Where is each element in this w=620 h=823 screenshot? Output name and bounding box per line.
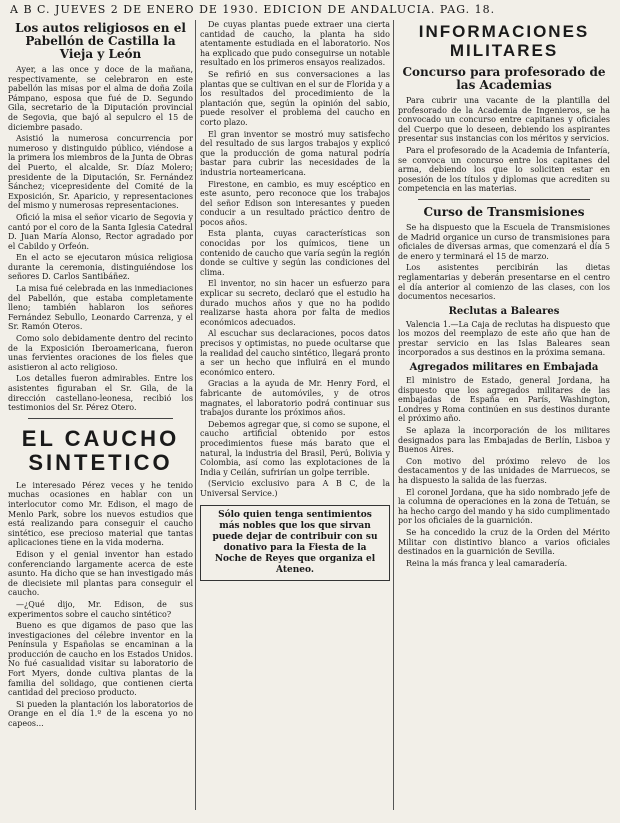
paragraph: Ayer, a las once y doce de la mañana, respectivamente, se celebraron en este pabellón las misas por el alma de doña Zoila Pámpano, esposa que fué de D. Segundo Gila, secretario de la Diputación provincial de Segovia, que bajó al sepulcro el 15 de diciembre pasado. [8, 65, 193, 132]
divider [418, 199, 590, 200]
paragraph: Al escuchar sus declaraciones, pocos datos precisos y optimistas, no puede ocultarse que la realidad del caucho sintético, llegará pronto a ser un hecho que influirá en el mundo económico entero. [200, 329, 390, 377]
paragraph: Esta planta, cuyas características son conocidas por los químicos, tiene un contenido de caucho que varía según la región donde se cultive y según las condiciones del clima. [200, 229, 390, 277]
paragraph: El ministro de Estado, general Jordana, ha dispuesto que los agregados militares de las embajadas de España en París, Washington, Londres y Roma continúen en sus destinos durante el próximo año. [398, 376, 610, 424]
article-title-autos: Los autos religiosos en el Pabellón de Castilla la Vieja y León [15, 21, 186, 61]
section-title-military: INFORMACIONES MILITARES [418, 22, 590, 60]
paragraph: De cuyas plantas puede extraer una cierta cantidad de caucho, la planta ha sido atentamente estudiada en el laboratorio. Nos ha explicado que pudo conseguirse un notable resultado en los primeros ensayos realizados. [200, 20, 390, 68]
article-body-caucho [8, 481, 193, 729]
article-body-caucho-cont [200, 20, 390, 499]
paragraph: La misa fué celebrada en las inmediaciones del Pabellón, que estaba completamente lleno; también hablaron los señores Fernández Sebullo, Leonardo Carrenza, y el Sr. Ramón Oteros. [8, 284, 193, 332]
paragraph: Firestone, en cambio, es muy escéptico en este asunto, pero reconoce que los trabajos del señor Edison son interesantes y pueden conducir a un resultado práctico dentro de pocos años. [200, 179, 390, 227]
paragraph: Ofició la misa el señor vicario de Segovia y cantó por el coro de la Santa Iglesia Catedral D. Juan María Alonso, Rector agradado por el Cabildo y Orfeón. [8, 212, 193, 251]
paragraph: Se ha dispuesto que la Escuela de Transmisiones de Madrid organice un curso de transmisiones para oficiales de diversas armas, que comenzará el día 5 de enero y terminará el 15 de marzo. [398, 222, 610, 261]
paragraph: Los detalles fueron admirables. Entre los asistentes figuraban el Sr. Gila, de la dirección castellano-leonesa, recibió los testimonios del Sr. Pérez Otero. [8, 374, 193, 413]
paragraph: El inventor, no sin hacer un esfuerzo para explicar su secreto, declaró que el estudio ha durado muchos años y que no ha podido realizarse hasta ahora por falta de medios económicos adecuados. [200, 279, 390, 327]
page-header: A B C. JUEVES 2 DE ENERO DE 1930. EDICION DE ANDALUCIA. PAG. 18. [10, 3, 496, 16]
subhead-agregados: Agregados militares en Embajada [409, 362, 599, 374]
paragraph: Se aplaza la incorporación de los militares designados para las Embajadas de Berlín, Lisboa y Buenos Aires. [398, 426, 610, 455]
paragraph: (Servicio exclusivo para A B C, de la Universal Service.) [200, 479, 390, 498]
paragraph: En el acto se ejecutaron música religiosa durante la ceremonia, distinguiéndose los señores D. Carlos Santibáñez. [8, 253, 193, 282]
paragraph: Asistió la numerosa concurrencia por numeroso y distinguido público, viéndose a la primera los miembros de la Junta de Obras del Puerto, el alcalde, Sr. Díaz Molero; presidente de la Diputación, Sr. Fernández Sánchez; vicepresidente del Comité de la Exposición, Sr. Aparicio, y representaciones del mismo y numerosas representaciones. [8, 134, 193, 211]
paragraph: Los asistentes percibirán las dietas reglamentarias y deberán presentarse en el centro el día anterior al comienzo de las clases, con los documentos necesarios. [398, 263, 610, 302]
paragraph: Reina la más franca y leal camaradería. [406, 558, 568, 568]
paragraph: Edison y el genial inventor han estado conferenciando largamente acerca de este asunto. Ha dicho que se han investigado más de diecisiete mil plantas para conseguir el caucho. [8, 549, 193, 598]
middle-column [200, 20, 390, 581]
subhead-concurso: Concurso para profesorado de las Academias [402, 65, 606, 92]
divider [28, 418, 173, 419]
column-rule-1 [195, 20, 196, 810]
paragraph: Le interesado Pérez veces y he tenido muchas ocasiones en hablar con un interlocutor como Mr. Edison, el mago de Menlo Park, sobre los nuevos estudios que está realizando para conseguir el caucho sintético, ese precioso material que tantas aplicaciones tiene en la vida moderna. [8, 480, 193, 548]
article-title-caucho: EL CAUCHO SINTETICO [21, 425, 180, 475]
left-column [8, 20, 193, 731]
article-body-autos [8, 65, 193, 413]
paragraph: Para el profesorado de la Academia de Infantería, se convoca un concurso entre los capitanes del arma, debiendo los que lo soliciten estar en posesión de los títulos y diplomas que acrediten su competencia en las materias. [398, 145, 610, 194]
paragraph: El gran inventor se mostró muy satisfecho del resultado de sus largos trabajos y explicó que la producción de goma natural podría bastar para cubrir las necesidades de la industria norteamericana. [200, 129, 390, 177]
paragraph: Valencia 1.—La Caja de reclutas ha dispuesto que los mozos del reemplazo de este año que han de prestar servicio en las Islas Baleares sean incorporados a sus destinos en la próxima semana. [398, 319, 610, 358]
subhead-reclutas: Reclutas a Baleares [448, 305, 560, 317]
column-rule-2 [393, 20, 394, 810]
paragraph: Debemos agregar que, si como se supone, el caucho artificial obtenido por estos procedimientos fuese más barato que el natural, la industria del Brasil, Perú, Bolivia y Colombia, así como las explotaciones de la India y Ceilán, sufrirían un golpe terrible. [200, 419, 390, 477]
subhead-transmisiones: Curso de Transmisiones [423, 204, 585, 219]
paragraph: Bueno es que digamos de paso que las investigaciones del célebre inventor en la Península y Españolas se encaminan a la producción de caucho en los Estados Unidos. No fué casualidad visitar su laboratorio de Fort Myers, donde cultiva plantas de la familia del solidago, que contienen cierta cantidad del precioso producto. [8, 621, 193, 698]
paragraph: Gracias a la ayuda de Mr. Henry Ford, el fabricante de automóviles, y de otros magnates, el laboratorio podrá continuar sus trabajos durante los próximos años. [200, 379, 390, 418]
paragraph: El coronel Jordana, que ha sido nombrado jefe de la columna de operaciones en la zona de Tetuán, se ha hecho cargo del mando y ha sido cumplimentado por los oficiales de la guarnición. [398, 487, 610, 526]
notice-box: Sólo quien tenga sentimientos más nobles que los que sirvan puede dejar de contribuir con su donativo para la Fiesta de la Noche de Reyes que organiza el Ateneo. [200, 505, 390, 581]
paragraph: Se ha concedido la cruz de la Orden del Mérito Militar con distintivo blanco a varios oficiales destinados en la guarnición de Sevilla. [398, 527, 610, 557]
paragraph: Se refirió en sus conversaciones a las plantas que se cultivan en el sur de Florida y a los resultados del procedimiento de la plantación que, según la opinión del sabio, puede resolver el problema del caucho en corto plazo. [200, 69, 390, 127]
paragraph: Como solo debidamente dentro del recinto de la Exposición Iberoamericana, fueron unas fervientes oraciones de los fieles que asistieron al acto religioso. [8, 334, 193, 372]
paragraph: Con motivo del próximo relevo de los destacamentos y de las unidades de Marruecos, se ha dispuesto la salida de las fuerzas. [398, 456, 610, 485]
paragraph: —¿Qué dijo, Mr. Edison, de sus experimentos sobre el caucho sintético? [8, 599, 193, 619]
paragraph: Si pueden la plantación los laboratorios de Orange en el día 1.º de la escena yo no capeos... [8, 699, 193, 729]
right-column [398, 20, 610, 570]
paragraph: Para cubrir una vacante de la plantilla del profesorado de la Academia de Ingenieros, se ha convocado un concurso entre capitanes y oficiales del Cuerpo que lo deseen, debiendo los aspirantes presentar sus instancias con los méritos y servicios. [398, 96, 610, 144]
